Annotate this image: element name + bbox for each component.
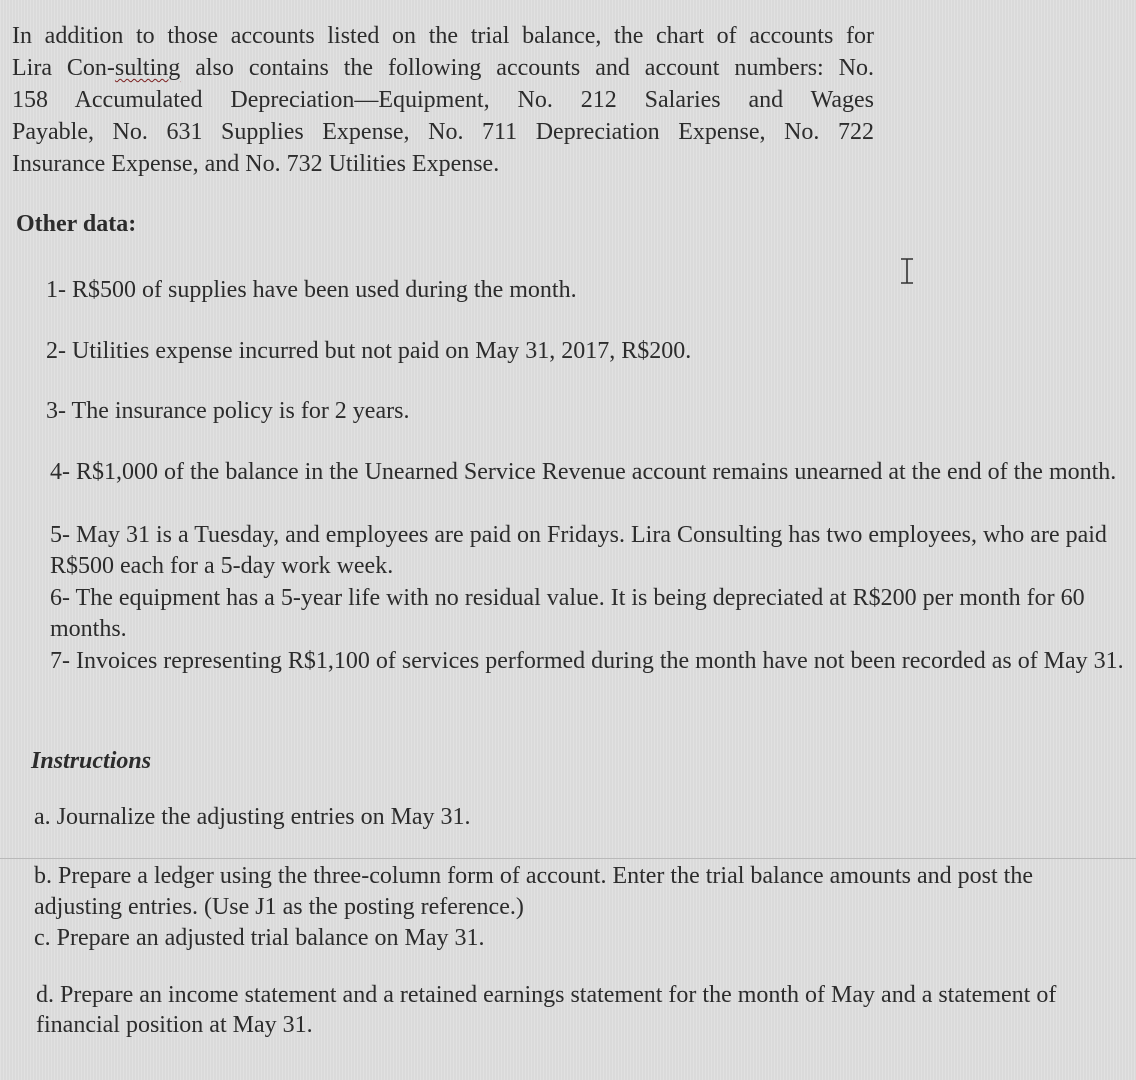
other-data-item-3: 3- The insurance policy is for 2 years. [46,398,410,424]
other-data-item-4: 4- R$1,000 of the balance in the Unearned Service Revenue account remains unearned at the end of the month. [50,459,1117,485]
other-data-item-7: 7- Invoices representing R$1,100 of services performed during the month have not been recorded as of May 31. [50,648,1124,674]
other-data-item-2: 2- Utilities expense incurred but not paid on May 31, 2017, R$200. [46,338,692,364]
section-divider [0,858,1136,859]
instruction-d: d. Prepare an income statement and a retained earnings statement for the month of May and a statement of financial position at May 31. [36,982,1057,1038]
intro-line-1: In addition to those accounts listed on the trial balance, the chart of accounts for [12,23,874,49]
other-data-item-6: 6- The equipment has a 5-year life with no residual value. It is being depreciated at R$200 per month for 60 months. [50,585,1085,642]
intro-line-4: Payable, No. 631 Supplies Expense, No. 711 Depreciation Expense, No. 722 [12,119,874,145]
intro-line-5: Insurance Expense, and No. 732 Utilities Expense. [12,151,500,177]
intro-line-2-end: also contains the following accounts and account numbers: No. [180,55,874,81]
intro-line-2-start: Lira Con- [12,55,115,81]
instructions-heading: Instructions [31,748,152,774]
intro-line-2 [12,52,874,84]
instruction-a: a. Journalize the adjusting entries on May 31. [34,804,471,830]
text-cursor-icon [897,256,917,286]
instruction-c: c. Prepare an adjusted trial balance on May 31. [34,925,485,951]
other-data-heading: Other data: [16,211,137,237]
intro-paragraph [12,20,874,180]
other-data-item-5: 5- May 31 is a Tuesday, and employees are paid on Fridays. Lira Consulting has two employees, who are paid R$500 each for a 5-day work week. [50,522,1107,579]
intro-line-3: 158 Accumulated Depreciation—Equipment, No. 212 Salaries and Wages [12,87,874,113]
other-data-item-1: 1- R$500 of supplies have been used during the month. [46,277,577,303]
spellcheck-word[interactable]: sulting [114,55,181,81]
instruction-b: b. Prepare a ledger using the three-column form of account. Enter the trial balance amounts and post the adjusting entries. (Use J1 as the posting reference.) [34,863,1033,920]
